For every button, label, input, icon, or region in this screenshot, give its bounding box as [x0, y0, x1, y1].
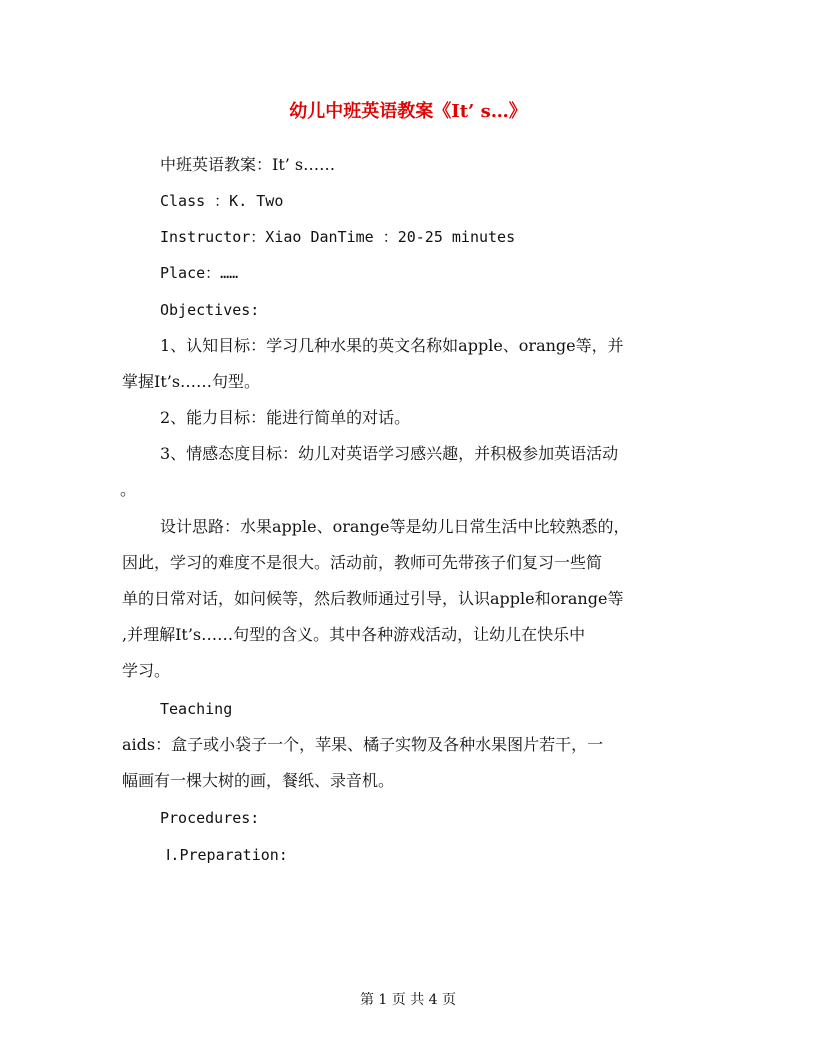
teaching-aids-line-2: 幅画有一棵大树的画，餐纸、录音机。 — [122, 771, 395, 790]
design-line-4: ,并理解It’s……句型的含义。其中各种游戏活动，让幼儿在快乐中 — [122, 625, 586, 644]
objective-1-line-2: 掌握It’s……句型。 — [122, 372, 261, 391]
objective-3-line-1: 3、情感态度目标：幼儿对英语学习感兴趣，并积极参加英语活动 — [160, 444, 619, 463]
preparation-heading: Ⅰ.Preparation: — [166, 846, 288, 864]
procedures-heading: Procedures: — [160, 809, 260, 827]
design-line-3: 单的日常对话，如问候等，然后教师通过引导，认识apple和orange等 — [122, 589, 624, 608]
objective-2-line: 2、能力目标：能进行简单的对话。 — [160, 408, 411, 427]
objective-3-line-2: 。 — [120, 480, 137, 499]
subtitle-line: 中班英语教案：It’ s…… — [160, 155, 336, 174]
instructor-line: Instructor：Xiao DanTime ：20-25 minutes — [160, 228, 516, 246]
design-line-1: 设计思路：水果apple、orange等是幼儿日常生活中比较熟悉的， — [160, 517, 630, 536]
design-line-2: 因此，学习的难度不是很大。活动前，教师可先带孩子们复习一些简 — [122, 553, 603, 572]
design-line-5: 学习。 — [122, 661, 171, 680]
objectives-heading: Objectives: — [160, 301, 260, 319]
place-line: Place：…… — [160, 264, 239, 282]
objective-1-line-1: 1、认知目标：学习几种水果的英文名称如apple、orange等，并 — [160, 336, 624, 355]
page-footer: 第 1 页 共 4 页 — [359, 992, 457, 1008]
document-title: 幼儿中班英语教案《It’ s…》 — [289, 101, 527, 122]
teaching-aids-line-1: aids：盒子或小袋子一个，苹果、橘子实物及各种水果图片若干，一 — [122, 735, 604, 754]
teaching-aids-label: Teaching — [160, 700, 233, 718]
class-line: Class ：K. Two — [160, 192, 284, 210]
